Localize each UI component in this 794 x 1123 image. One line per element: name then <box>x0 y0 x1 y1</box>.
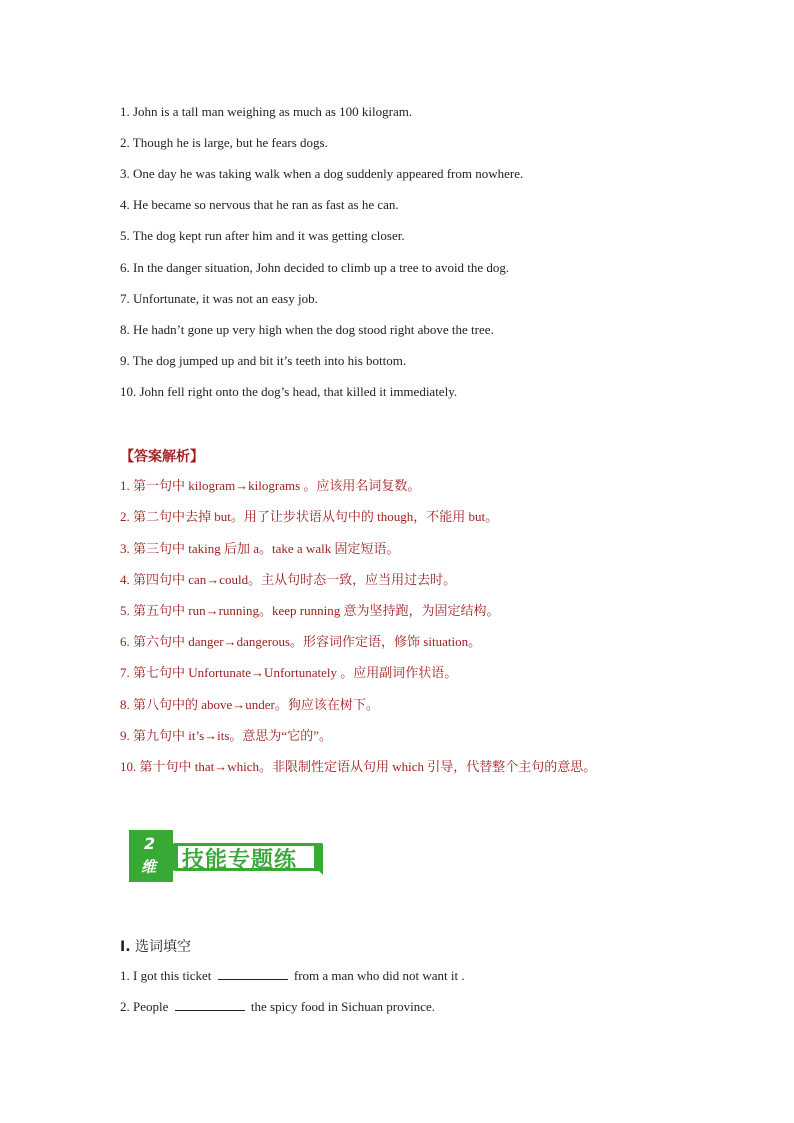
sentence-4: 4. He became so nervous that he ran as fast as he can. <box>120 197 399 212</box>
sentence-8: 8. He hadn’t gone up very high when the dog stood right above the tree. <box>120 322 494 337</box>
answer-6: 6. 第六句中 danger→dangerous。形容词作定语，修饰 situation。 <box>120 634 482 649</box>
sentence-9: 9. The dog jumped up and bit it’s teeth into his bottom. <box>120 353 407 368</box>
question-2 <box>120 998 435 1015</box>
sentence-3: 3. One day he was taking walk when a dog suddenly appeared from nowhere. <box>120 166 524 181</box>
answer-2: 2. 第二句中去掉 but。用了让步状语从句中的 though，不能用 but。 <box>120 509 499 524</box>
answer-10: 10. 第十句中 that→which。非限制性定语从句用 which 引导，代替整个主句的意思。 <box>120 759 597 774</box>
section-heading-text: 选词填空 <box>130 939 191 955</box>
section-heading <box>120 936 191 956</box>
question-1-before: 1. I got this ticket <box>120 968 212 983</box>
question-1 <box>120 967 465 984</box>
badge-number: 2 <box>144 834 156 853</box>
section-badge <box>129 830 329 882</box>
question-2-after: the spicy food in Sichuan province. <box>250 999 436 1014</box>
question-2-before: 2. People <box>120 999 169 1014</box>
answer-7: 7. 第七句中 Unfortunate→Unfortunately 。应用副词作状语。 <box>120 665 458 680</box>
badge-tail <box>315 867 323 875</box>
badge-unit: 维 <box>141 858 157 876</box>
badge-number-block <box>129 830 173 882</box>
sentence-10: 10. John fell right onto the dog’s head, that killed it immediately. <box>120 384 458 399</box>
answer-5: 5. 第五句中 run→running。keep running 意为坚持跑，为固定结构。 <box>120 603 500 618</box>
sentence-6: 6. In the danger situation, John decided to climb up a tree to avoid the dog. <box>120 260 510 275</box>
answer-blank-1[interactable] <box>218 967 288 980</box>
question-1-after: from a man who did not want it . <box>293 968 465 983</box>
answer-8: 8. 第八句中的 above→under。狗应该在树下。 <box>120 697 379 712</box>
answer-blank-2[interactable] <box>175 998 245 1011</box>
answer-heading: 【答案解析】 <box>120 449 204 465</box>
sentence-1: 1. John is a tall man weighing as much as 100 kilogram. <box>120 104 413 119</box>
answer-9: 9. 第九句中 it’s→its。意思为“它的”。 <box>120 728 332 743</box>
answer-4: 4. 第四句中 can→could。主从句时态一致，应当用过去时。 <box>120 572 457 587</box>
sentence-5: 5. The dog kept run after him and it was getting closer. <box>120 228 405 243</box>
sentence-2: 2. Though he is large, but he fears dogs. <box>120 135 328 150</box>
section-heading-number: I. <box>120 939 131 955</box>
badge-title: 技能专题练 <box>182 848 298 873</box>
answer-3: 3. 第三句中 taking 后加 a。take a walk 固定短语。 <box>120 541 400 556</box>
sentence-7: 7. Unfortunate, it was not an easy job. <box>120 291 318 306</box>
answer-1: 1. 第一句中 kilogram→kilograms 。应该用名词复数。 <box>120 478 421 493</box>
